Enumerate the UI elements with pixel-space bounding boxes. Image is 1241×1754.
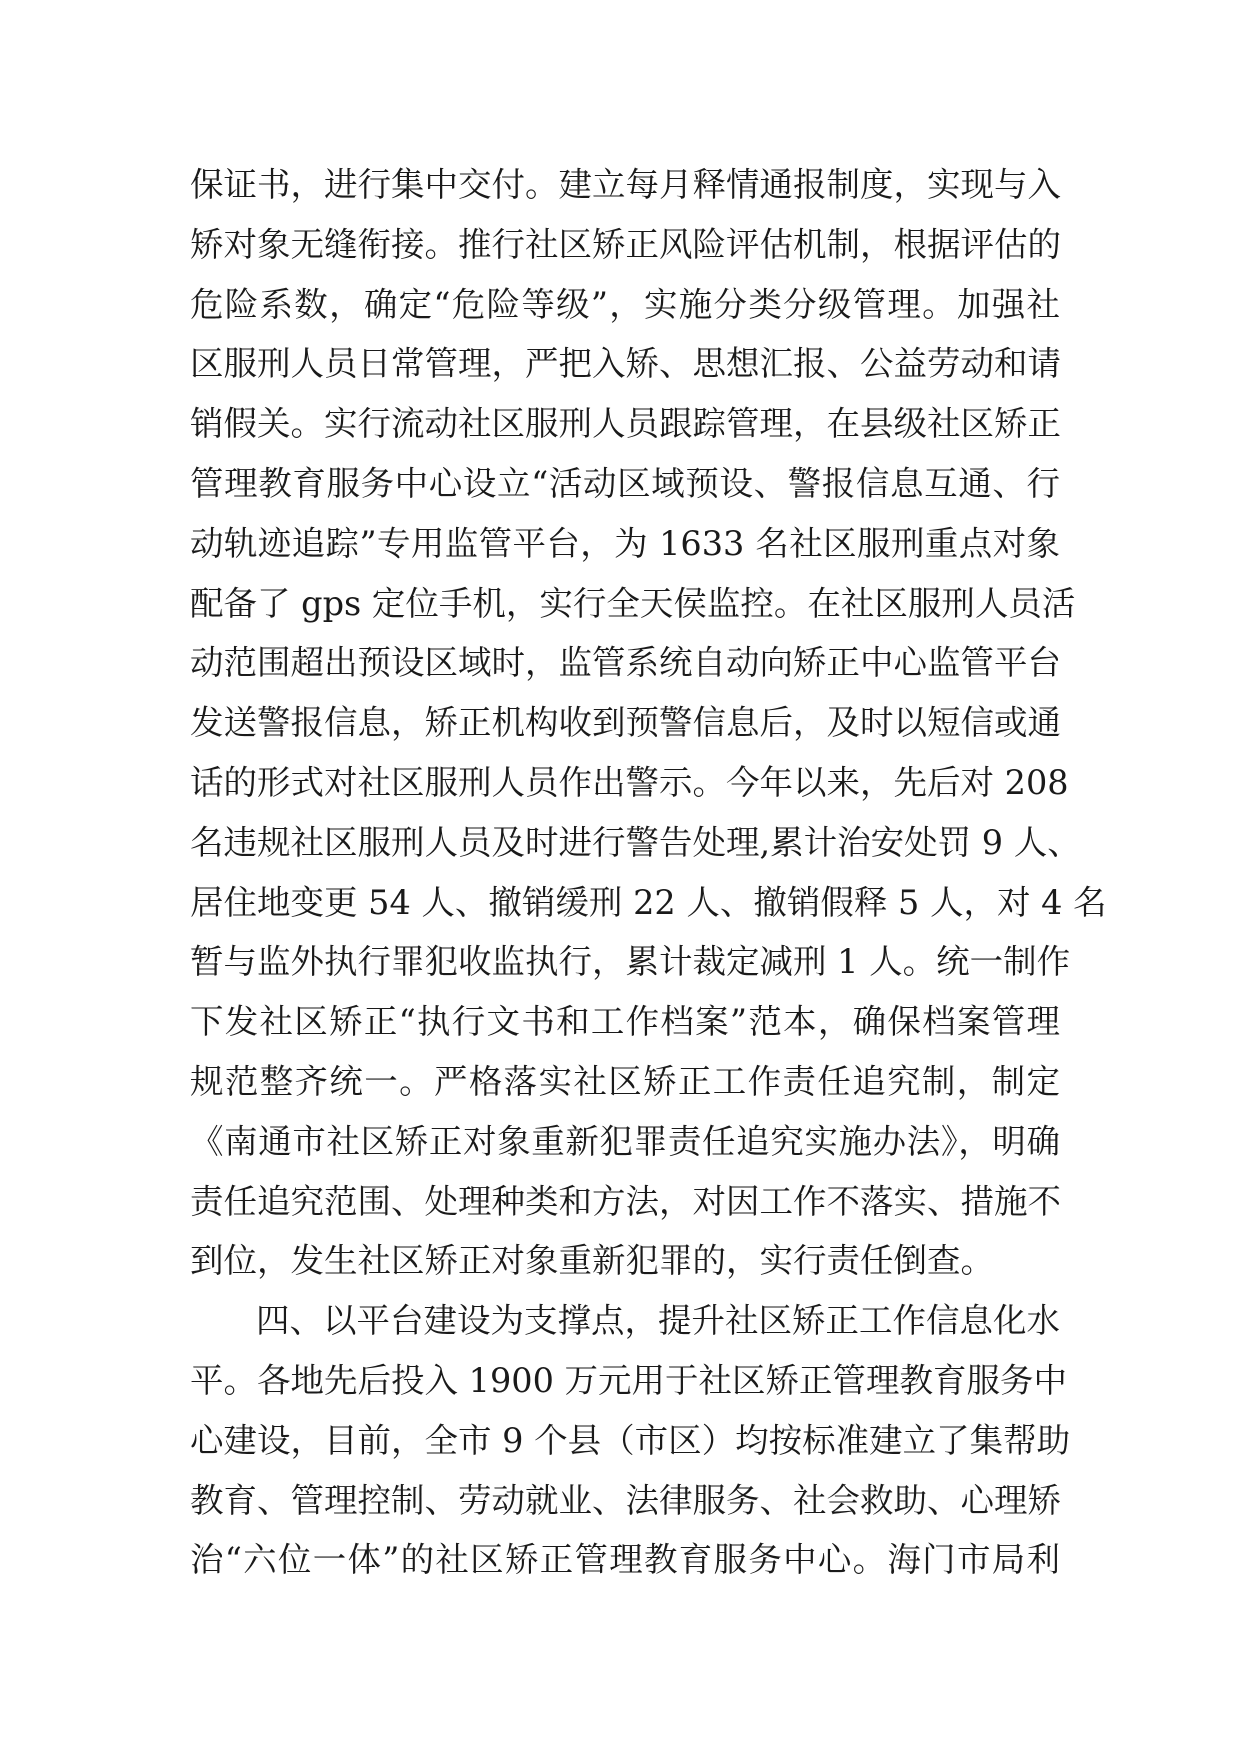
text-line: 责任追究范围、处理种类和方法，对因工作不落实、措施不 (190, 1181, 1061, 1221)
text-line: 话的形式对社区服刑人员作出警示。今年以来，先后对 208 (190, 762, 1069, 802)
text-line: 名违规社区服刑人员及时进行警告处理,累计治安处罚 9 人、 (190, 822, 1081, 862)
text-line: 心建设，目前，全市 9 个县（市区）均按标准建立了集帮助 (190, 1420, 1071, 1460)
text-line: 危险系数，确定“危险等级”，实施分类分级管理。加强社 (190, 284, 1060, 324)
body-text (190, 155, 1107, 1590)
text-line: 《南通市社区矫正对象重新犯罪责任追究实施办法》，明确 (190, 1121, 1060, 1161)
text-line: 教育、管理控制、劳动就业、法律服务、社会救助、心理矫 (190, 1480, 1061, 1520)
text-line: 治“六位一体”的社区矫正管理教育服务中心。海门市局利 (190, 1540, 1060, 1580)
text-line: 下发社区矫正“执行文书和工作档案”范本，确保档案管理 (190, 1002, 1060, 1042)
text-line: 管理教育服务中心设立“活动区域预设、警报信息互通、行 (190, 463, 1060, 503)
text-line: 动范围超出预设区域时，监管系统自动向矫正中心监管平台 (190, 643, 1061, 683)
text-line: 居住地变更 54 人、撤销缓刑 22 人、撤销假释 5 人，对 4 名 (190, 882, 1107, 922)
paragraph-end-line: 到位，发生社区矫正对象重新犯罪的，实行责任倒查。 (190, 1241, 994, 1281)
text-line: 保证书，进行集中交付。建立每月释情通报制度，实现与入 (190, 165, 1061, 204)
text-line: 区服刑人员日常管理，严把入矫、思想汇报、公益劳动和请 (190, 344, 1061, 384)
text-line: 暂与监外执行罪犯收监执行，累计裁定减刑 1 人。统一制作 (190, 942, 1071, 982)
section-heading-line: 四、以平台建设为支撑点，提升社区矫正工作信息化水 (256, 1301, 1060, 1341)
text-line: 矫对象无缝衔接。推行社区矫正风险评估机制，根据评估的 (190, 224, 1061, 264)
text-line: 平。各地先后投入 1900 万元用于社区矫正管理教育服务中 (190, 1360, 1068, 1400)
text-line: 发送警报信息，矫正机构收到预警信息后，及时以短信或通 (190, 703, 1061, 743)
text-line: 销假关。实行流动社区服刑人员跟踪管理，在县级社区矫正 (190, 404, 1061, 444)
text-line: 规范整齐统一。严格落实社区矫正工作责任追究制，制定 (190, 1061, 1060, 1101)
text-line: 动轨迹追踪”专用监管平台，为 1633 名社区服刑重点对象 (190, 523, 1060, 563)
text-line: 配备了 gps 定位手机，实行全天侯监控。在社区服刑人员活 (190, 583, 1076, 623)
